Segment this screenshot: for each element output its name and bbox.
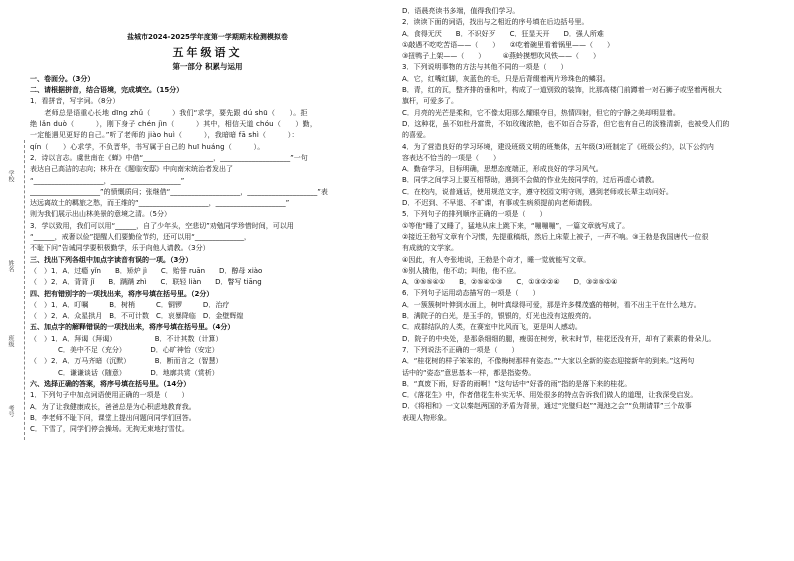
question-line: A．它，红嘴红脚，灰蓝色的毛，只是后背缀着两片珍珠色的鳞羽。: [402, 74, 610, 83]
question-line: B．“真废下雨，好香的雨啊！”这句话中“好香的雨”指的是落下来的桂花。: [402, 379, 632, 388]
question-line: 2．诗以言志。虞世南在《蝉》中借“____________________，____________________”一句: [30, 153, 308, 162]
section-heading: 三、找出下列各组中加点字读音有误的一项。（3分）: [30, 255, 193, 264]
exam-subtitle: 盐城市2024-2025学年度第一学期期末检测模拟卷: [127, 33, 288, 41]
question-line: （ ）2．A．众星拱月 B．不可计数 C．哀暴降临 D．金壁辉煌: [30, 312, 244, 321]
question-line: A．③⑤⑤④① B．②⑤④①③ C．①③②②④ D．③②⑤①④: [402, 278, 618, 287]
question-line: 表现人物形象。: [402, 413, 451, 422]
right-column: [402, 6, 784, 424]
exam-title: 五年级语文: [172, 46, 243, 60]
binding-label-number: 考号: [7, 405, 14, 417]
question-line: D．语晨亮读书多端，值得我们学习。: [402, 7, 520, 15]
question-line: 的喜爱。: [402, 131, 430, 140]
question-line: 4．为了营造良好的学习环境，建设班级文明的班集体，五年级(3)班制定了《班级公约》，以下公约内: [402, 142, 714, 151]
question-line: “______，戒奢以俭”提醒人们要勤俭节约，还可以用“______________，: [30, 233, 251, 242]
question-line: 老师总是语重心长地 dīng zhǔ（ ）我们“求学，要先跟 dú shū（ ）。拒: [30, 108, 308, 117]
question-line: （ ）2．A．万马齐暗（沉默） B．断而言之（智慧）: [30, 357, 223, 366]
question-line: A．勤奋学习，目标明确，思想态度端正，形成良好的学习风气。: [402, 165, 603, 174]
question-line: ①敲遇不吃吃苦语——（ ） ②吃着碗里看着锅里——（ ）: [402, 40, 615, 49]
question-line: 绝 lǎn duò（ ），刚下身子 chén jìn（ ）其中，相信天道 chóu（ ）勤，: [30, 120, 318, 129]
question-line: D．院子的中央处，是那条细细的腿，瘦弱在树旁，秋末时节，桂花还没有开，却有了素素的骨朵儿。: [402, 334, 716, 343]
binding-label-name: 姓名: [7, 260, 14, 272]
question-line: B．李老师不耻下问，课堂上提出问题问同学们回答。: [30, 413, 196, 422]
question-line: 话中的“姿态”意思基本一样，都是指姿势。: [402, 368, 536, 377]
question-line: D．这种花，虽不如杜丹富贵，不如玫瑰浓艳，也不如百合芬香，但它也有自己的淡雅清新，也被受人们的: [402, 119, 730, 128]
question-line: 有成就的文学家。: [402, 244, 458, 253]
question-line: D．不迟到、不早退、不旷课，有事或生病须提前向老师请假。: [402, 199, 597, 208]
question-line: 则为我们展示出山林美景的意境之清。（5分）: [30, 210, 171, 219]
question-line: 1．下列句子中加点词语使用正确的一项是（ ）: [30, 391, 189, 400]
question-line: ③扭鸭子上架——（ ） ④燕蛉摸想吹风铁——（ ）: [402, 52, 601, 61]
question-line: C．《落花生》中，作者借花生朴实无华、用处很多的特点告诉我们做人的道理，让我深受启发。: [402, 391, 698, 400]
question-line: 一定能遇见更好的自己。”听了老师的 jiào huì（ ），我暗暗 fā shì（ ）：: [30, 131, 299, 140]
question-line: C．下雪了，同学们停会操场。无拘无束地打雪仗。: [30, 425, 189, 434]
question-line: C．美中不足（充分） D．心旷神怡（安定）: [30, 346, 219, 355]
question-line: （ ）1．A．拜谒（拜谒） B．不计其数（计算）: [30, 334, 223, 343]
question-line: A．食得无厌 B．不识好歹 C．狂显天开 D．强人所难: [402, 29, 604, 38]
question-line: qín（ ）心求学，不负晋华，书写属于自己的 huī huáng（ ）。: [30, 142, 265, 151]
question-line: ⑤别人撬他，他不动；叫他，他不应。: [402, 266, 521, 275]
question-line: 3．下列说明事物的方法与其他不同的一项是（ ）: [402, 63, 568, 72]
question-line: 不耻下问”告诫同学要积极勤学，乐于向他人请教。（3分）: [30, 244, 210, 253]
section-heading: 一、卷面分。（3分）: [30, 74, 95, 83]
question-line: B．满院子的白光，是玉手的，银银的，灯光也没有这般亮的。: [402, 312, 596, 321]
question-line: （ ）1．A．叮嘱 B．树梢 C．铜锣 D．治疗: [30, 300, 230, 309]
question-line: A．一簇簇树叶伸到水面上，树叶真绿得可爱，那是许多棵茂盛的榕树，看不出主干在什么地方。: [402, 300, 701, 309]
question-line: C．在校内，说普通话，使用规范文字，遵守校园文明守则，遇到老师或长辈主动问好。: [402, 187, 673, 196]
question-line: B．同学之间学习上要互相帮助，遇到不会做的作业先按同学的，过后再虚心请教。: [402, 176, 659, 185]
question-line: 3．学以致用，我们可以用“______，自了少年头，空悲切”劝勉同学珍惜时间，可以用: [30, 221, 294, 230]
question-line: C．成群结队的人类，在赛室中比风而飞，更是叫人感动。: [402, 323, 582, 332]
question-line: C．谦谦谈话（随意） D．地廓共赏（赏析）: [30, 368, 219, 377]
question-line: 6．下列句子运用动态描写的一项是（ ）: [402, 289, 540, 298]
question-line: B．青，红的瓦，整齐排的垂和叶，构成了一道别致的装饰，比那高楼门前蹲着一对石狮子或坚着两根大: [402, 86, 722, 95]
question-line: 1．看拼音，写字词。（8分）: [30, 97, 120, 106]
question-line: ④因此，有人夸张地说，王勃是个奇才，睡一觉就能写文章。: [402, 255, 591, 264]
question-line: 2．读读下面的词语，找出与之相近的序号填在后边括号里。: [402, 18, 589, 27]
question-line: “____________________，____________________”: [30, 176, 185, 185]
section-heading: 二、请根据拼音，结合语境，完成填空。（15分）: [30, 86, 184, 95]
part-heading: 第一部分 积累与运用: [172, 61, 243, 71]
binding-label-school: 学校: [7, 170, 14, 182]
left-column: [30, 6, 385, 435]
question-line: 达远离故土的羁旅之愁，而王维的“____________________，____________________”: [30, 199, 290, 208]
question-line: （ ）1．A．过瘾 yǐn B．矫炉 jì C．贻誉 ruān D．醇母 xiào: [30, 266, 263, 275]
binding-dashed-line: [24, 140, 25, 440]
question-line: A．为了让我健康成长，爸爸总是为心积虑地教育我。: [30, 402, 196, 411]
question-line: 容表达不恰当的一项是（ ）: [402, 153, 500, 162]
binding-label-class: 班级: [7, 335, 14, 347]
question-line: A．“桂花树的样子笨笨的，不像梅树那样有姿态。”“大家以全新的姿态迎接新年的到来。”这两句: [402, 357, 695, 366]
question-line: ①等他“睡了又睡了，猛地从床上跳下来，“嘣嘣嘣”，一篇文章就写成了。: [402, 221, 630, 230]
question-line: 表达自己高洁的志向；林升在《题临安邸》中向南宋统治者发出了: [30, 165, 233, 174]
question-line: ____________________”的愤慨质问；张继借“____________________，____________________”表: [30, 187, 328, 196]
section-heading: 四、把有错别字的一项找出来，将序号填在括号里。（2分）: [30, 289, 214, 298]
question-line: 5．下列句子的排列顺序正确的一项是（ ）: [402, 210, 547, 219]
question-line: C．月亮的光芒是柔和，它不像太阳那么耀眼夺目，热情四射，但它的宁静之美却明显着。: [402, 108, 680, 117]
question-line: （ ）2．A．背背 jǐ B．蹒蹒 zhì C．联轻 liàn D．瞥写 tiāng: [30, 278, 262, 287]
section-heading: 五、加点字的解释错误的一项找出来，将序号填在括号里。（4分）: [30, 323, 235, 332]
question-line: 旗杆，可爱多了。: [402, 97, 458, 106]
section-heading: 六、选择正确的答案，将序号填在括号里。（14分）: [30, 379, 191, 388]
binding-margin: [4, 140, 22, 440]
question-line: ②接近王勃写文章有个习惯，先提重稿纸，然后上床蒙上被子，一声不响。③王勃是我国唐代一位很: [402, 232, 709, 241]
question-line: D．《将相和》一文以秦赵两国的矛盾为背景，通过“完璧归赵”“渑池之会”“负荆请罪”三个故事: [402, 402, 692, 411]
question-line: 7．下列说法不正确的一项是（ ）: [402, 345, 519, 354]
